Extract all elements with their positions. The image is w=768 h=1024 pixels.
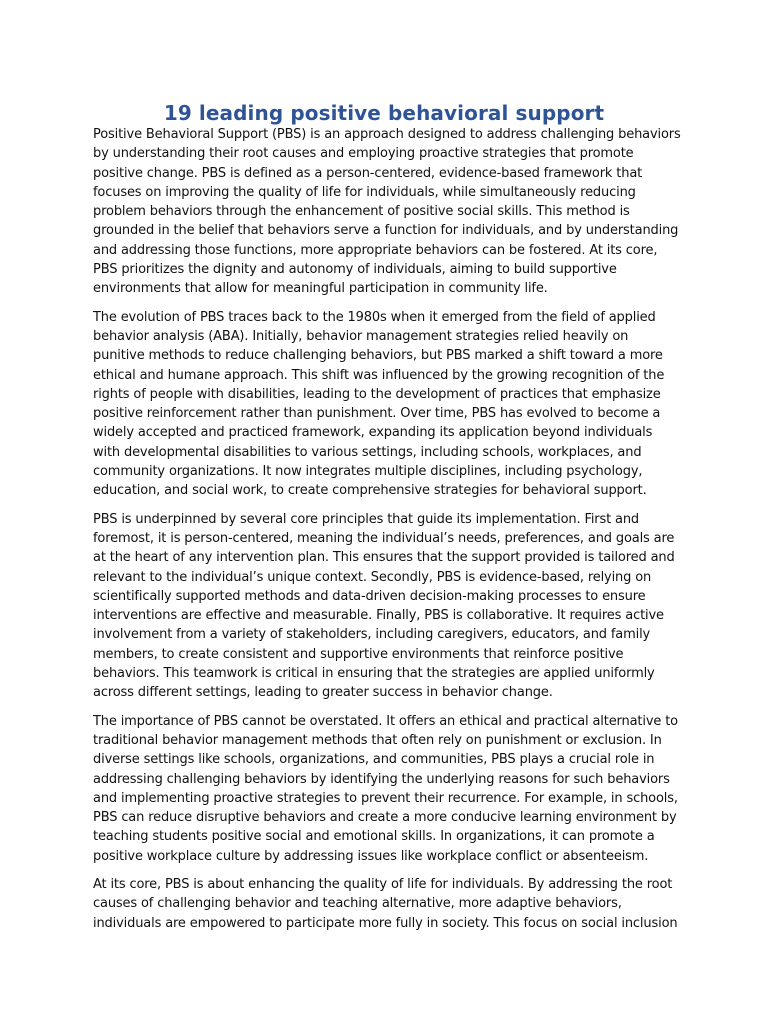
document-body [93, 125, 683, 942]
paragraph-definition: Positive Behavioral Support (PBS) is an approach designed to address challenging behaviors by understanding their root causes and employing proactive strategies that promote positive change. PBS is defined as a person-centered, evidence-based framework that focuses on improving the quality of life for individuals, while simultaneously reducing problem behaviors through the enhancement of positive social skills. This method is grounded in the belief that behaviors serve a function for individuals, and by understanding and addressing those functions, more appropriate behaviors can be fostered. At its core, PBS prioritizes the dignity and autonomy of individuals, aiming to build supportive environments that allow for meaningful participation in community life. [93, 127, 681, 297]
paragraph-core-principles: PBS is underpinned by several core principles that guide its implementation. First and foremost, it is person-centered, meaning the individual’s needs, preferences, and goals are at the heart of any intervention plan. This ensures that the support provided is tailored and relevant to the individual’s unique context. Secondly, PBS is evidence-based, relying on scientifically supported methods and data-driven decision-making processes to ensure interventions are effective and measurable. Finally, PBS is collaborative. It requires active involvement from a variety of stakeholders, including caregivers, educators, and family members, to create consistent and supportive environments that reinforce positive behaviors. This teamwork is critical in ensuring that the strategies are applied uniformly across different settings, leading to greater success in behavior change. [93, 511, 675, 701]
document-title: 19 leading positive behavioral support [163, 101, 605, 125]
paragraph-quality-of-life: At its core, PBS is about enhancing the quality of life for individuals. By addressing the root causes of challenging behavior and teaching alternative, more adaptive behaviors, individuals are empowered to participate more fully in society. This focus on social inclusion [93, 876, 678, 931]
paragraph-evolution: The evolution of PBS traces back to the 1980s when it emerged from the field of applied behavior analysis (ABA). Initially, behavior management strategies relied heavily on punitive methods to reduce challenging behaviors, but PBS marked a shift toward a more ethical and humane approach. This shift was influenced by the growing recognition of the rights of people with disabilities, leading to the development of practices that emphasize positive reinforcement rather than punishment. Over time, PBS has evolved to become a widely accepted and practiced framework, expanding its application beyond individuals with developmental disabilities to various settings, including schools, workplaces, and community organizations. It now integrates multiple disciplines, including psychology, education, and social work, to create comprehensive strategies for behavioral support. [93, 309, 665, 499]
paragraph-importance: The importance of PBS cannot be overstated. It offers an ethical and practical alternative to traditional behavior management methods that often rely on punishment or exclusion. In diverse settings like schools, organizations, and communities, PBS plays a crucial role in addressing challenging behaviors by identifying the underlying reasons for such behaviors and implementing proactive strategies to prevent their recurrence. For example, in schools, PBS can reduce disruptive behaviors and create a more conducive learning environment by teaching students positive social and emotional skills. In organizations, it can promote a positive workplace culture by addressing issues like workplace conflict or absenteeism. [93, 713, 678, 864]
